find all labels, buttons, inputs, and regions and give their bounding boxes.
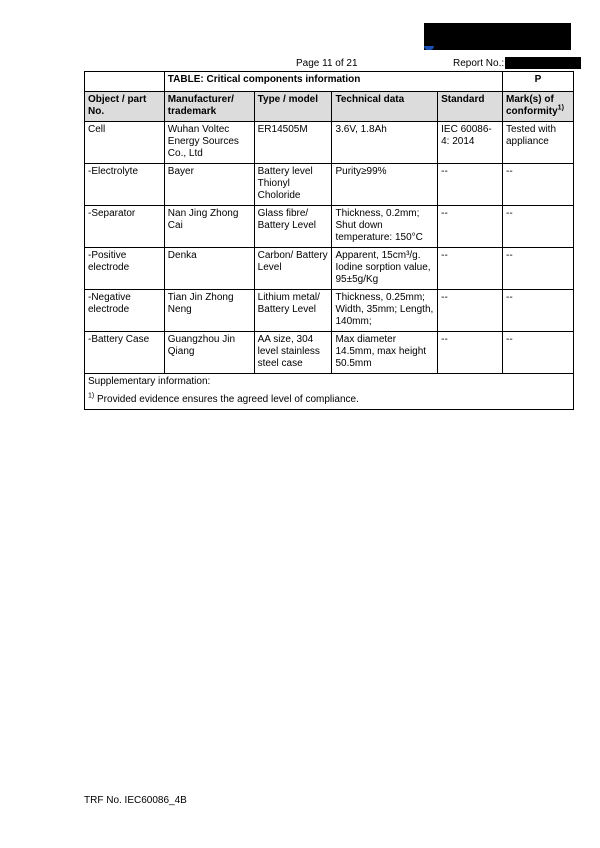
report-number-redaction	[505, 57, 581, 69]
cell-standard: --	[438, 248, 503, 290]
cell-type: ER14505M	[254, 122, 332, 164]
cell-object: -Battery Case	[85, 332, 165, 374]
table-row	[85, 122, 574, 164]
cell-object: -Positive electrode	[85, 248, 165, 290]
table-title: TABLE: Critical components information	[164, 72, 502, 92]
conformity-header-text: Mark(s) of conformity	[506, 94, 558, 117]
supplementary-cell	[85, 374, 574, 410]
cell-type: Battery level Thionyl Choloride	[254, 164, 332, 206]
table-row	[85, 248, 574, 290]
redaction-bar	[424, 23, 571, 50]
table-row	[85, 290, 574, 332]
cell-mark: --	[503, 206, 574, 248]
footnote-text: Provided evidence ensures the agreed level of compliance.	[97, 394, 359, 405]
footnote	[88, 394, 570, 406]
page-header	[84, 58, 582, 70]
cell-technical: Max diameter 14.5mm, max height 50.5mm	[332, 332, 438, 374]
cell-object: -Separator	[85, 206, 165, 248]
table-row	[85, 206, 574, 248]
cell-standard: --	[438, 290, 503, 332]
critical-components-table	[84, 71, 574, 410]
cell-mark: --	[503, 290, 574, 332]
table-verdict: P	[503, 72, 574, 92]
conformity-note-marker: 1)	[557, 104, 564, 112]
cell-type: Glass fibre/ Battery Level	[254, 206, 332, 248]
report-number-label: Report No.:	[453, 58, 505, 69]
cell-type: Carbon/ Battery Level	[254, 248, 332, 290]
cell-mark: --	[503, 332, 574, 374]
cell-object: -Negative electrode	[85, 290, 165, 332]
table-row	[85, 164, 574, 206]
table-row	[85, 332, 574, 374]
cell-type: Lithium metal/ Battery Level	[254, 290, 332, 332]
column-header-technical: Technical data	[332, 92, 438, 122]
cell-standard: IEC 60086-4: 2014	[438, 122, 503, 164]
cell-standard: --	[438, 332, 503, 374]
table-title-row	[85, 72, 574, 92]
footnote-marker: 1)	[88, 392, 95, 400]
cell-technical: 3.6V, 1.8Ah	[332, 122, 438, 164]
cell-standard: --	[438, 206, 503, 248]
cell-mark: Tested with appliance	[503, 122, 574, 164]
cell-technical: Apparent, 15cm³/g. Iodine sorption value, 95±5g/Kg	[332, 248, 438, 290]
cell-object: -Electrolyte	[85, 164, 165, 206]
trf-number: TRF No. IEC60086_4B	[84, 795, 187, 806]
column-header-object: Object / part No.	[85, 92, 165, 122]
page-number: Page 11 of 21	[296, 58, 358, 69]
column-header-manufacturer: Manufacturer/ trademark	[164, 92, 254, 122]
supplementary-label: Supplementary information:	[88, 376, 211, 387]
cell-technical: Thickness, 0.25mm; Width, 35mm; Length, 140mm;	[332, 290, 438, 332]
cell-manufacturer: Bayer	[164, 164, 254, 206]
cell-type: AA size, 304 level stainless steel case	[254, 332, 332, 374]
cell-mark: --	[503, 164, 574, 206]
cell-manufacturer: Denka	[164, 248, 254, 290]
column-header-type: Type / model	[254, 92, 332, 122]
title-blank-cell	[85, 72, 165, 92]
cell-technical: Purity≥99%	[332, 164, 438, 206]
cell-technical: Thickness, 0.2mm; Shut down temperature: 150°C	[332, 206, 438, 248]
cell-manufacturer: Nan Jing Zhong Cai	[164, 206, 254, 248]
cell-object: Cell	[85, 122, 165, 164]
column-header-standard: Standard	[438, 92, 503, 122]
supplementary-row	[85, 374, 574, 410]
cell-standard: --	[438, 164, 503, 206]
cell-manufacturer: Tian Jin Zhong Neng	[164, 290, 254, 332]
cell-manufacturer: Guangzhou Jin Qiang	[164, 332, 254, 374]
column-header-conformity	[503, 92, 574, 122]
cell-mark: --	[503, 248, 574, 290]
cell-manufacturer: Wuhan Voltec Energy Sources Co., Ltd	[164, 122, 254, 164]
table-header-row	[85, 92, 574, 122]
